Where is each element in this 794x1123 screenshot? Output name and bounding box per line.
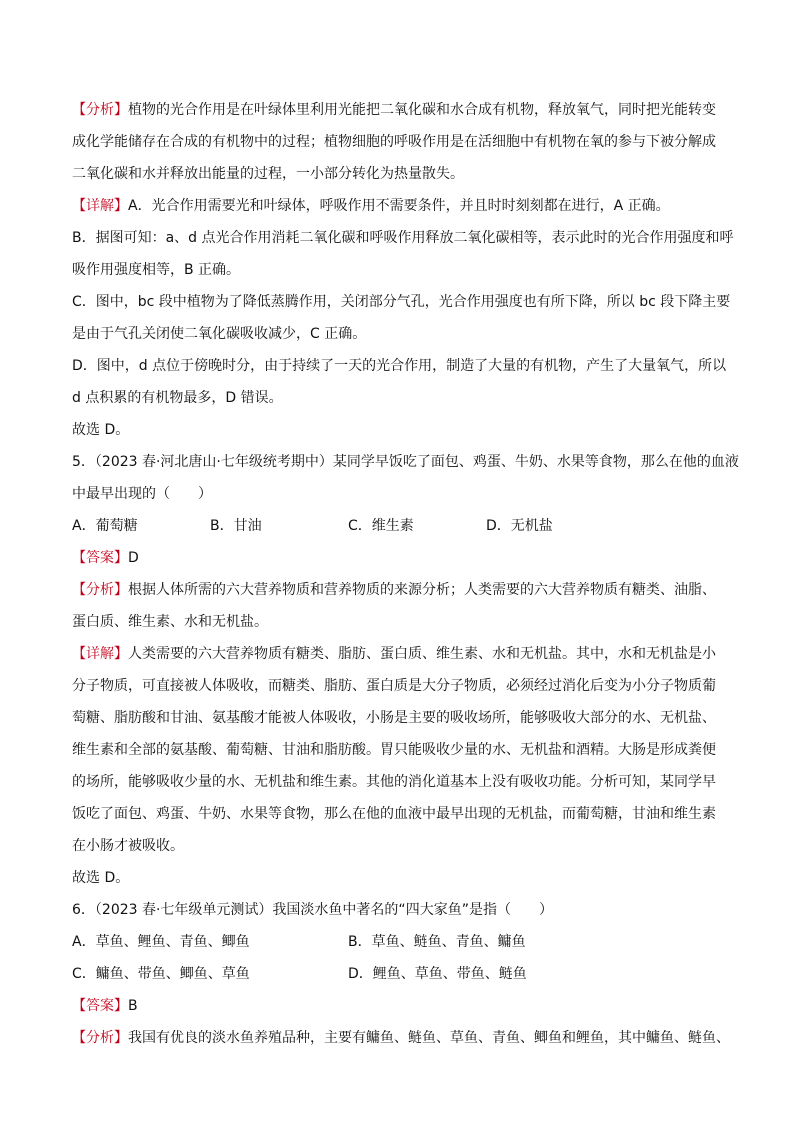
q4-detail-A: 【详解】A．光合作用需要光和叶绿体，呼吸作用不需要条件，并且时时刻刻都在进行，A 正确。	[72, 198, 670, 214]
q6-option-b: B．草鱼、鲢鱼、青鱼、鳙鱼	[348, 934, 526, 950]
q5-analysis-line-2: 蛋白质、维生素、水和无机盐。	[72, 614, 268, 630]
q5-detail-line-2: 分子物质，可直接被人体吸收，而糖类、脂肪、蛋白质是大分子物质，必须经过消化后变为小分子物质葡	[72, 678, 716, 694]
q5-detail-line-3: 萄糖、脂肪酸和甘油、氨基酸才能被人体吸收，小肠是主要的吸收场所，能够吸收大部分的水、无机盐、	[72, 710, 716, 726]
q5-analysis-line-1: 【分析】根据人体所需的六大营养物质和营养物质的来源分析；人类需要的六大营养物质有糖类、油脂、	[72, 582, 716, 598]
q5-detail-line-6: 饭吃了面包、鸡蛋、牛奶、水果等食物，那么在他的血液中最早出现的无机盐，而葡萄糖，甘油和维生素	[72, 806, 716, 822]
q6-option-a: A．草鱼、鲤鱼、青鱼、鲫鱼	[72, 934, 250, 950]
q5-option-d: D．无机盐	[486, 518, 553, 534]
q4-detail-D-1: D．图中，d 点位于傍晚时分，由于持续了一天的光合作用，制造了大量的有机物，产生了大量氧气，所以	[72, 358, 727, 374]
q4-detail-B-1: B．据图可知：a、d 点光合作用消耗二氧化碳和呼吸作用释放二氧化碳相等，表示此时的光合作用强度和呼	[72, 230, 734, 246]
analysis-tag: 【分析】	[72, 102, 128, 118]
q6-stem: 6．（2023 春·七年级单元测试）我国淡水鱼中著名的“四大家鱼”是指（ ）	[72, 902, 553, 918]
q5-detail-line-4: 维生素和全部的氨基酸、葡萄糖、甘油和脂肪酸。胃只能吸收少量的水、无机盐和酒精。大肠是形成粪便	[72, 742, 716, 758]
q5-option-a: A．葡萄糖	[72, 518, 138, 534]
q6-answer: 【答案】B	[72, 998, 138, 1014]
q5-answer: 【答案】D	[72, 550, 139, 566]
analysis-tag: 【分析】	[72, 1030, 128, 1046]
q5-choose: 故选 D。	[72, 870, 130, 886]
answer-tag: 【答案】	[72, 550, 128, 566]
q6-analysis-line-1: 【分析】我国有优良的淡水鱼养殖品种，主要有鳙鱼、鲢鱼、草鱼、青鱼、鲫鱼和鲤鱼，其中鳙鱼、鲢鱼、	[72, 1030, 730, 1046]
q5-option-c: C．维生素	[348, 518, 414, 534]
q4-detail-C-2: 是由于气孔关闭使二氧化碳吸收减少，C 正确。	[72, 326, 367, 342]
q4-choose: 故选 D。	[72, 422, 130, 438]
detail-tag: 【详解】	[72, 646, 128, 662]
q4-detail-D-2: d 点积累的有机物最多，D 错误。	[72, 390, 283, 406]
q4-analysis-line-3: 二氧化碳和水并释放出能量的过程，一小部分转化为热量散失。	[72, 166, 464, 182]
q5-detail-line-7: 在小肠才被吸收。	[72, 838, 184, 854]
q4-detail-C-1: C．图中，bc 段中植物为了降低蒸腾作用，关闭部分气孔，光合作用强度也有所下降，所以 bc 段下降主要	[72, 294, 731, 310]
q6-option-d: D．鲤鱼、草鱼、带鱼、鲢鱼	[348, 966, 527, 982]
q4-analysis-line-2: 成化学能储存在合成的有机物中的过程；植物细胞的呼吸作用是在活细胞中有机物在氧的参与下被分解成	[72, 134, 716, 150]
q5-option-b: B．甘油	[210, 518, 262, 534]
detail-tag: 【详解】	[72, 198, 128, 214]
analysis-tag: 【分析】	[72, 582, 128, 598]
q6-option-c: C．鳙鱼、带鱼、鲫鱼、草鱼	[72, 966, 250, 982]
q5-detail-line-5: 的场所，能够吸收少量的水、无机盐和维生素。其他的消化道基本上没有吸收功能。分析可知，某同学早	[72, 774, 716, 790]
q5-stem-line-1: 5．（2023 春·河北唐山·七年级统考期中）某同学早饭吃了面包、鸡蛋、牛奶、水果等食物，那么在他的血液	[72, 454, 739, 470]
answer-tag: 【答案】	[72, 998, 128, 1014]
q4-analysis-line-1: 【分析】植物的光合作用是在叶绿体里利用光能把二氧化碳和水合成有机物，释放氧气，同时把光能转变	[72, 102, 716, 118]
q5-detail-line-1: 【详解】人类需要的六大营养物质有糖类、脂肪、蛋白质、维生素、水和无机盐。其中，水和无机盐是小	[72, 646, 716, 662]
q5-stem-line-2: 中最早出现的（ ）	[72, 486, 212, 502]
q4-detail-B-2: 吸作用强度相等，B 正确。	[72, 262, 241, 278]
